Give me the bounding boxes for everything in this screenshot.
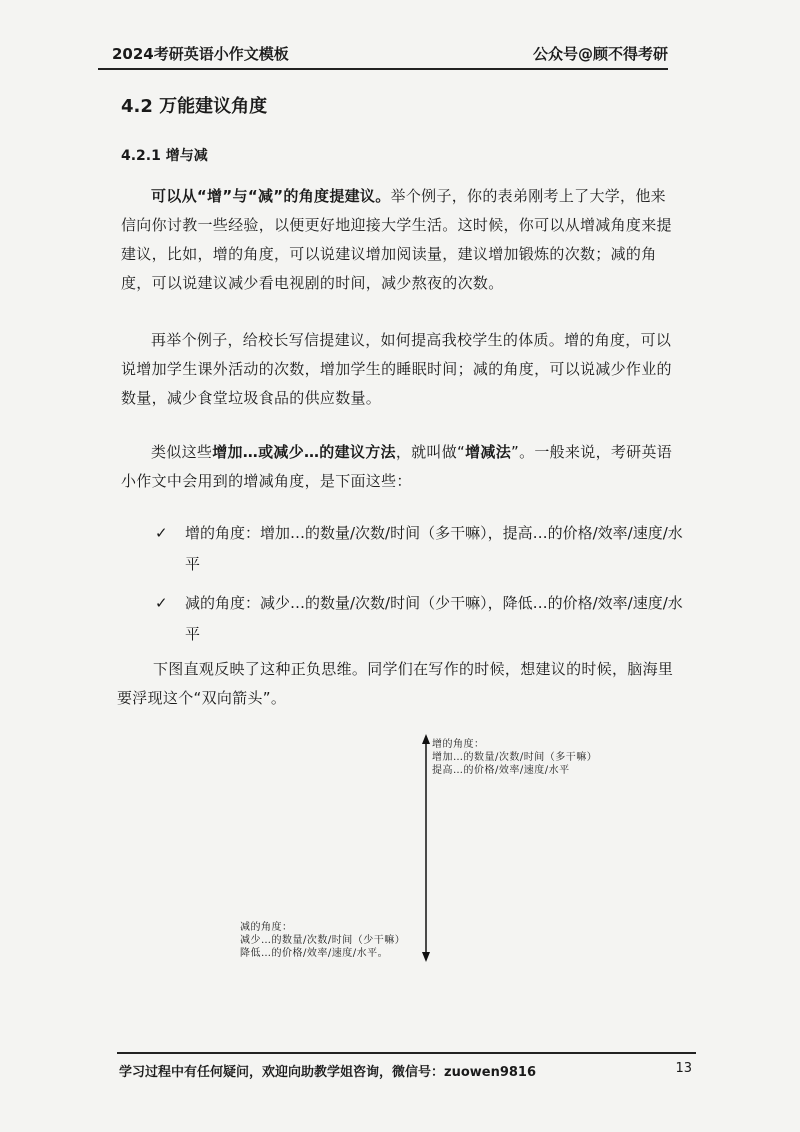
paragraph-1 — [121, 182, 681, 298]
decrease-label-block — [240, 921, 405, 960]
header-title: 2024考研英语小作文模板 — [112, 45, 289, 63]
decrease-label-title: 减的角度： — [240, 922, 293, 933]
increase-label-line-2: 提高…的价格/效率/速度/水平 — [432, 765, 570, 776]
paragraph-1-lead: 可以从“增”与“减”的角度提建议。 — [151, 187, 391, 205]
increase-label-block — [432, 738, 597, 777]
paragraph-3-part-b: ，就叫做“ — [395, 443, 466, 461]
checklist-item-decrease — [155, 588, 683, 650]
paragraph-3-bold-b: 增减法 — [465, 443, 511, 461]
arrow-head-down — [422, 952, 430, 962]
decrease-label-line-2: 降低…的价格/效率/速度/水平。 — [240, 948, 389, 959]
check-mark-icon: ✓ — [155, 524, 168, 542]
paragraph-3-part-c: ”。一般来说，考研英语小作文中会用到的增减角度，是下面这些： — [121, 443, 673, 490]
paragraph-4: 下图直观反映了这种正负思维。同学们在写作的时候，想建议的时候，脑海里要浮现这个“双向箭头”。 — [117, 660, 674, 707]
footer-contact: 学习过程中有任何疑问，欢迎向助教学姐咨询，微信号：zuowen9816 — [119, 1065, 537, 1080]
paragraph-3-bold-a: 增加…或减少…的建议方法 — [212, 443, 396, 461]
page-number: 13 — [675, 1061, 692, 1076]
page-header — [98, 40, 668, 70]
decrease-label-line-1: 减少…的数量/次数/时间（少干嘛） — [240, 935, 406, 946]
checklist-text: 增的角度：增加…的数量/次数/时间（多干嘛），提高…的价格/效率/速度/水平 — [185, 524, 683, 573]
paragraph-3-part-a: 类似这些 — [151, 443, 213, 461]
double-arrow-diagram — [0, 730, 800, 970]
page-footer — [117, 1052, 696, 1078]
paragraph-3 — [121, 438, 681, 496]
subsection-title: 4.2.1 增与减 — [121, 148, 208, 164]
paragraph-2: 再举个例子，给校长写信提建议，如何提高我校学生的体质。增的角度，可以说增加学生课外活动的次数，增加学生的睡眠时间；减的角度，可以说减少作业的数量，减少食堂垃圾食品的供应数量。 — [121, 331, 672, 407]
checklist-item-increase — [155, 518, 683, 580]
header-account: 公众号@顾不得考研 — [532, 45, 668, 63]
section-title: 4.2 万能建议角度 — [121, 96, 268, 117]
checklist-text: 减的角度：减少…的数量/次数/时间（少干嘛），降低…的价格/效率/速度/水平 — [185, 594, 683, 643]
check-mark-icon: ✓ — [155, 594, 168, 612]
paragraph-1-body: 举个例子，你的表弟刚考上了大学，他来信向你讨教一些经验，以便更好地迎接大学生活。这时候，你可以从增减角度来提建议，比如，增的角度，可以说建议增加阅读量，建议增加锻炼的次数；减的角度，可以说建议减少看电视剧的时间，减少熬夜的次数。 — [121, 187, 672, 292]
increase-label-line-1: 增加…的数量/次数/时间（多干嘛） — [432, 752, 598, 763]
arrow-head-up — [422, 734, 430, 744]
increase-label-title: 增的角度： — [432, 739, 485, 750]
